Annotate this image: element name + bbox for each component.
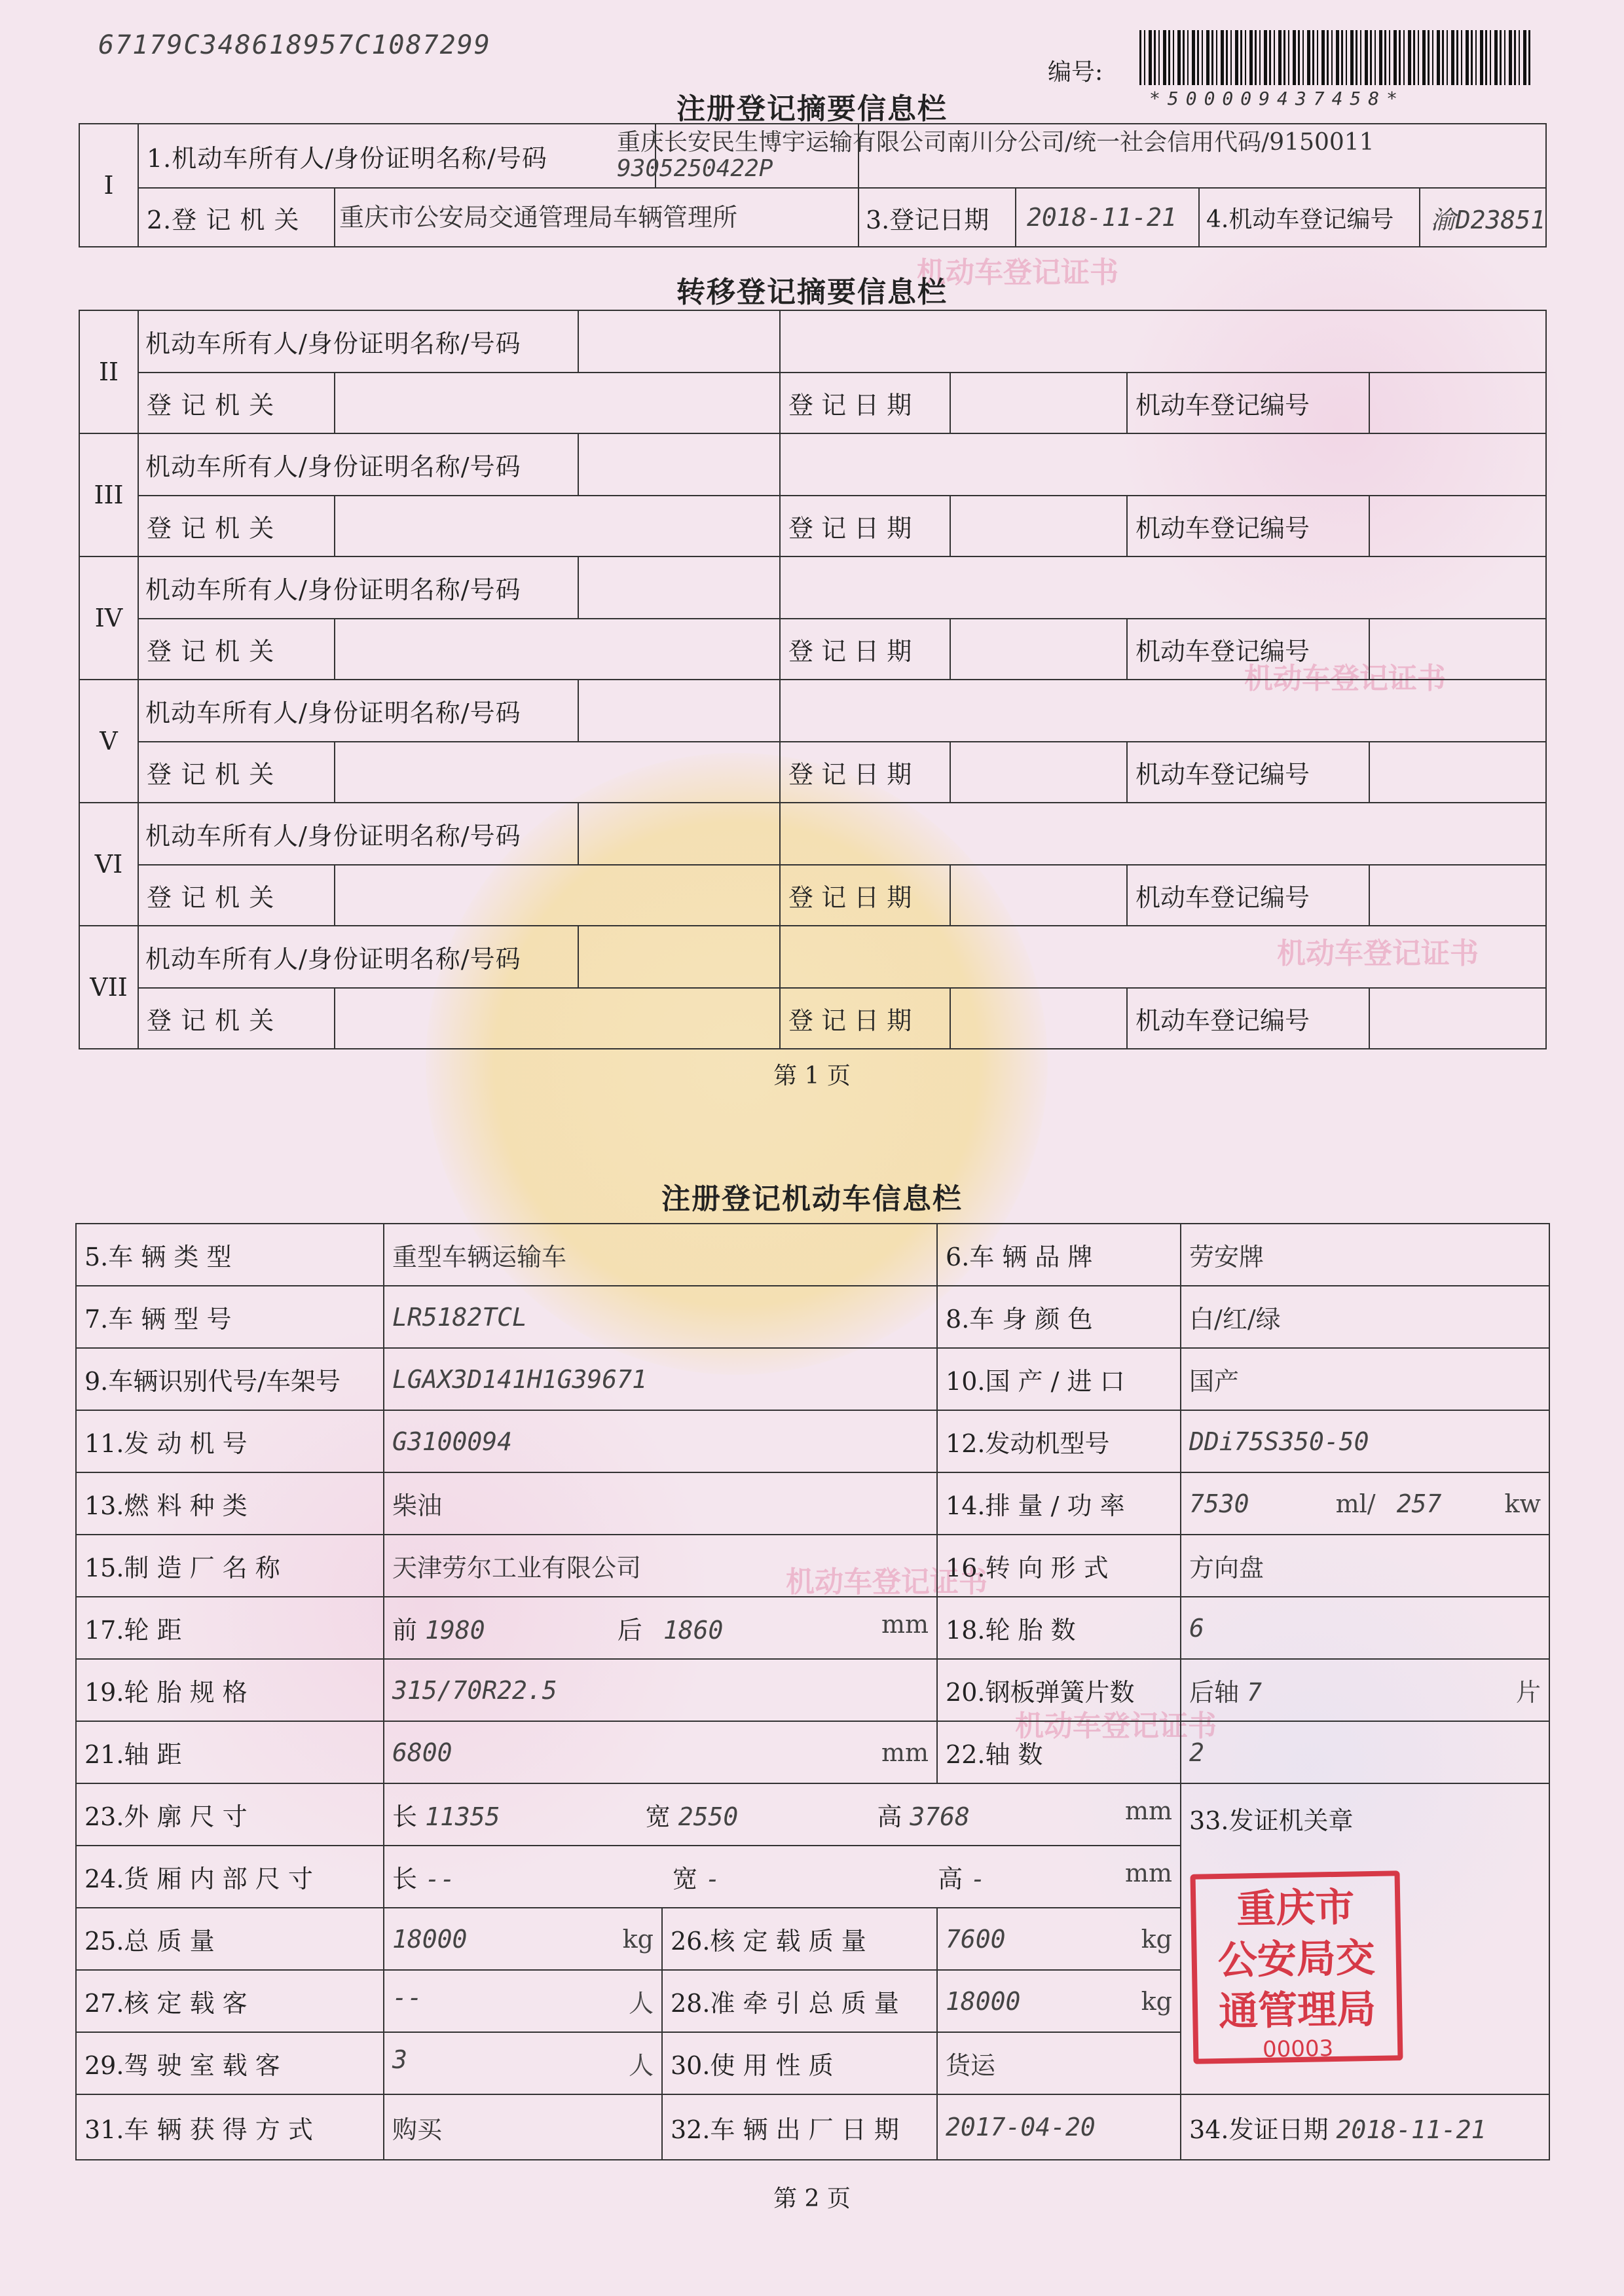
transfer-owner-label: 机动车所有人/身份证明名称/号码 [139,557,579,618]
transfer-regno-label: 机动车登记编号 [1127,373,1369,433]
value-displacement: 7530 [1189,1489,1249,1518]
unit-mm: mm [1124,1796,1173,1825]
date-value: 2018-11-21 [1027,203,1177,232]
transfer-authority-label: 登 记 机 关 [138,619,335,680]
seal-line-1: 重庆市 [1236,1884,1356,1933]
label-acquisition: 31.车 辆 获 得 方 式 [76,2094,384,2160]
watermark: 机动车登记证书 [786,1565,987,1599]
serial-number: 67179C348618957C1087299 [98,30,491,60]
transfer-authority-label: 登 记 机 关 [138,988,335,1049]
transfer-summary-table [79,310,1547,1049]
unit-mm: mm [881,1610,929,1639]
label-vin: 9.车辆识别代号/车架号 [76,1348,384,1410]
transfer-date-value [950,496,1127,556]
label-length: 长 [392,1802,418,1831]
unit-ml: ml/ [1335,1489,1376,1518]
transfer-owner-label: 机动车所有人/身份证明名称/号码 [139,926,579,987]
transfer-date-value [950,865,1127,926]
seal-line-2: 公安局交 [1217,1935,1376,1984]
transfer-authority-label: 登 记 机 关 [138,496,335,556]
label-front: 前 [392,1616,418,1645]
label-width: 宽 [645,1802,671,1831]
label-wheelbase: 21.轴 距 [76,1721,384,1783]
unit-kw: kw [1504,1489,1541,1518]
value-origin: 国产 [1181,1348,1549,1410]
label-rated-passengers: 27.核 定 载 客 [76,1970,384,2032]
value-manufacture-date: 2017-04-20 [937,2094,1181,2160]
number-label: 编号: [1048,59,1103,86]
value-vehicle-type: 重型车辆运输车 [384,1224,937,1286]
transfer-owner-label: 机动车所有人/身份证明名称/号码 [139,680,579,741]
unit-mm: mm [1124,1859,1173,1887]
section-title-registration-summary: 注册登记摘要信息栏 [676,92,948,126]
transfer-owner-label: 机动车所有人/身份证明名称/号码 [139,803,579,864]
value-engine-no: G3100094 [384,1410,937,1472]
value-cab-passengers: 3 [392,2045,407,2074]
section-title-vehicle-info: 注册登记机动车信息栏 [661,1182,963,1216]
regno-value: 渝D23851 [1430,205,1545,234]
owner-credit-code: 9305250422P [617,155,773,182]
transfer-regno-value [1369,619,1546,680]
value-rated-passengers: -- [392,1983,422,2012]
transfer-date-label: 登 记 日 期 [780,373,950,433]
value-width: 2550 [678,1802,739,1831]
transfer-regno-value [1369,373,1546,433]
value-wheelbase: 6800 [392,1738,452,1767]
transfer-owner-label: 机动车所有人/身份证明名称/号码 [139,311,579,372]
transfer-authority-label: 登 记 机 关 [138,865,335,926]
authority-value: 重庆市公安局交通管理局车辆管理所 [335,188,858,247]
label-height: 高 [877,1802,902,1831]
value-rated-load: 7600 [946,1924,1006,1954]
transfer-regno-label: 机动车登记编号 [1127,988,1369,1049]
transfer-authority-value [335,496,780,556]
transfer-regno-value [1369,865,1546,926]
transfer-owner-value [780,803,1546,865]
value-gross-mass: 18000 [392,1924,468,1954]
label-rated-load: 26.核 定 载 质 量 [662,1908,937,1970]
label-origin: 10.国 产 / 进 口 [937,1348,1181,1410]
barcode [1139,30,1532,85]
transfer-authority-value [335,742,780,803]
watermark: 机动车登记证书 [1015,1709,1217,1743]
label-outline-size: 23.外 廓 尺 寸 [76,1783,384,1846]
transfer-date-label: 登 记 日 期 [780,988,950,1049]
label-manufacture-date: 32.车 辆 出 厂 日 期 [662,2094,937,2160]
official-seal [1190,1870,1403,2064]
value-cargo-height: - [970,1865,986,1893]
transfer-date-value [950,373,1127,433]
transfer-owner-value [780,680,1546,742]
watermark: 机动车登记证书 [917,256,1118,289]
label-leaf-springs: 20.钢板弹簧片数 [937,1659,1181,1721]
label-tire-spec: 19.轮 胎 规 格 [76,1659,384,1721]
roman-numeral: V [79,680,138,803]
value-axles: 2 [1181,1721,1549,1783]
value-cargo-length: -- [425,1865,455,1893]
label-cargo-inner-size: 24.货 厢 内 部 尺 寸 [76,1846,384,1908]
transfer-date-label: 登 记 日 期 [780,742,950,803]
label-tires: 18.轮 胎 数 [937,1597,1181,1659]
unit-kg: kg [1141,1986,1173,2016]
transfer-authority-value [335,373,780,433]
value-fuel: 柴油 [384,1472,937,1535]
transfer-authority-label: 登 记 机 关 [138,742,335,803]
roman-numeral: III [79,433,138,556]
label-axles: 22.轴 数 [937,1721,1181,1783]
value-usage: 货运 [937,2032,1181,2094]
transfer-authority-value [335,865,780,926]
value-issue-date: 2018-11-21 [1336,2115,1486,2144]
transfer-regno-label: 机动车登记编号 [1127,619,1369,680]
transfer-date-value [950,619,1127,680]
value-brand: 劳安牌 [1181,1224,1549,1286]
label-displacement: 14.排 量 / 功 率 [937,1472,1181,1535]
value-color: 白/红/绿 [1181,1286,1549,1348]
value-power: 257 [1396,1489,1442,1518]
transfer-owner-value [780,310,1546,373]
label-steering: 16.转 向 形 式 [937,1535,1181,1597]
roman-numeral: II [79,310,138,433]
unit-person: 人 [628,1989,654,2018]
unit-mm: mm [881,1738,929,1767]
value-tire-spec: 315/70R22.5 [384,1659,937,1721]
transfer-date-value [950,988,1127,1049]
transfer-owner-value [780,433,1546,496]
label-usage: 30.使 用 性 质 [662,2032,937,2094]
watermark: 机动车登记证书 [1277,937,1479,970]
transfer-authority-label: 登 记 机 关 [138,373,335,433]
transfer-owner-value [780,926,1546,988]
section-title-transfer-summary: 转移登记摘要信息栏 [676,276,948,309]
label-height: 高 [938,1865,963,1893]
label-model: 7.车 辆 型 号 [76,1286,384,1348]
transfer-authority-value [335,619,780,680]
transfer-regno-label: 机动车登记编号 [1127,865,1369,926]
unit-person: 人 [628,2051,654,2080]
roman-numeral: I [79,124,138,247]
transfer-regno-value [1369,742,1546,803]
value-engine-model: DDi75S350-50 [1181,1410,1549,1472]
regno-label: 4.机动车登记编号 [1200,189,1420,246]
label-vehicle-type: 5.车 辆 类 型 [76,1224,384,1286]
unit-pieces: 片 [1516,1678,1541,1707]
unit-kg: kg [622,1924,654,1954]
label-gross-mass: 25.总 质 量 [76,1908,384,1970]
label-length: 长 [392,1865,418,1893]
transfer-authority-value [335,988,780,1049]
value-leaf-springs: 7 [1247,1678,1263,1707]
label-fuel: 13.燃 料 种 类 [76,1472,384,1535]
value-front-track: 1980 [425,1616,485,1645]
page-number-1: 第 1 页 [773,1063,851,1089]
value-model: LR5182TCL [384,1286,937,1348]
value-axle-prefix: 后轴 [1189,1678,1240,1707]
label-rear: 后 [617,1616,642,1645]
unit-kg: kg [1141,1924,1173,1954]
value-steering: 方向盘 [1181,1535,1549,1597]
roman-numeral: VI [79,803,138,926]
label-track: 17.轮 距 [76,1597,384,1659]
value-vin: LGAX3D141H1G39671 [384,1348,937,1410]
transfer-regno-label: 机动车登记编号 [1127,742,1369,803]
transfer-date-label: 登 记 日 期 [780,865,950,926]
transfer-regno-label: 机动车登记编号 [1127,496,1369,556]
value-rear-track: 1860 [663,1616,724,1645]
label-engine-no: 11.发 动 机 号 [76,1410,384,1472]
value-acquisition: 购买 [384,2094,662,2160]
registration-summary-table [79,123,1547,247]
label-issue-date: 34.发证日期 [1189,2115,1329,2144]
value-manufacturer: 天津劳尔工业有限公司 [384,1535,937,1597]
authority-label: 2.登 记 机 关 [138,188,335,247]
label-width: 宽 [672,1865,697,1893]
roman-numeral: VII [79,926,138,1049]
transfer-regno-value [1369,496,1546,556]
label-issuing-authority-seal: 33.发证机关章 [1189,1806,1354,1835]
owner-label: 1.机动车所有人/身份证明名称/号码 [139,124,656,187]
transfer-owner-value [780,556,1546,619]
value-tires: 6 [1181,1597,1549,1659]
transfer-date-label: 登 记 日 期 [780,619,950,680]
barcode-number: *500009437458* [1149,88,1405,109]
transfer-date-label: 登 记 日 期 [780,496,950,556]
roman-numeral: IV [79,556,138,680]
value-cargo-width: - [705,1865,720,1893]
seal-line-3: 通管理局 [1218,1986,1376,2035]
transfer-date-value [950,742,1127,803]
owner-value: 重庆长安民生博宇运输有限公司南川分公司/统一社会信用代码/9150011 [617,129,1375,156]
value-length: 11355 [425,1802,500,1831]
label-traction-mass: 28.准 牵 引 总 质 量 [662,1970,937,2032]
value-height: 3768 [910,1802,970,1831]
label-engine-model: 12.发动机型号 [937,1410,1181,1472]
seal-code: 00003 [1262,2035,1334,2063]
transfer-owner-label: 机动车所有人/身份证明名称/号码 [139,434,579,495]
label-manufacturer: 15.制 造 厂 名 称 [76,1535,384,1597]
transfer-regno-value [1369,988,1546,1049]
label-cab-passengers: 29.驾 驶 室 载 客 [76,2032,384,2094]
label-color: 8.车 身 颜 色 [937,1286,1181,1348]
page-number-2: 第 2 页 [773,2185,851,2212]
label-brand: 6.车 辆 品 牌 [937,1224,1181,1286]
watermark: 机动车登记证书 [1244,662,1446,695]
value-traction-mass: 18000 [946,1986,1021,2016]
date-label: 3.登记日期 [859,189,1016,246]
